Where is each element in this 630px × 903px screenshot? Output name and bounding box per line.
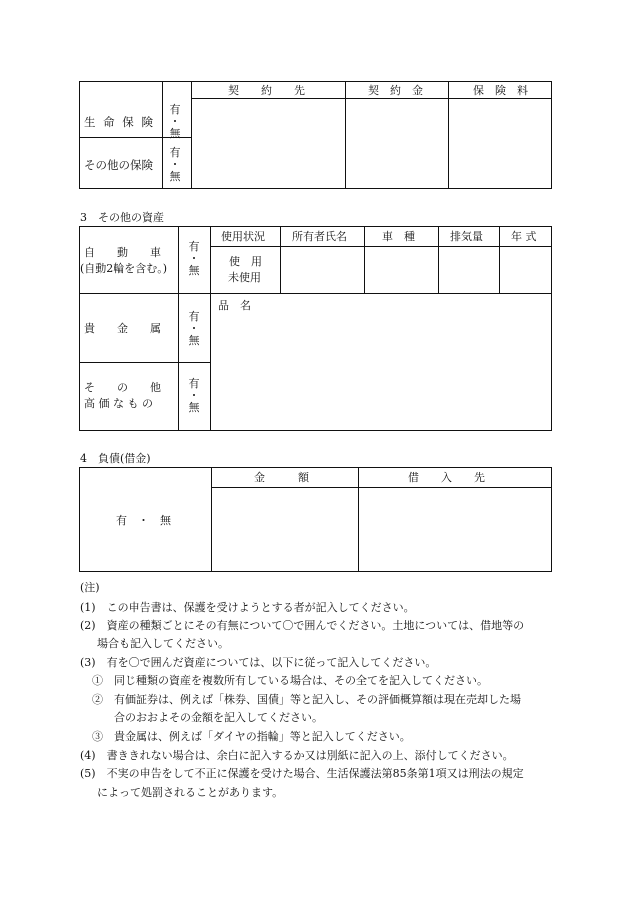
usage-option-not-in-use[interactable]: 未使用 bbox=[228, 271, 261, 284]
life-insurance-yes-no[interactable]: 有 ・ 無 bbox=[169, 103, 181, 140]
note-line: (1) この申告書は、保護を受けようとする者が記入してください。 bbox=[80, 601, 415, 614]
note-line: 合のおおよその金額を記入してください。 bbox=[114, 711, 323, 724]
header-owner-name: 所有者氏名 bbox=[292, 230, 347, 243]
header-car-type: 車 種 bbox=[382, 230, 415, 243]
car-label-note: (自動2輪を含む。) bbox=[80, 262, 168, 275]
note-line: ① 同じ種類の資産を複数所有している場合は、その全てを記入してください。 bbox=[92, 674, 488, 687]
header-usage-status: 使用状況 bbox=[221, 230, 265, 243]
other-valuables-yes-no[interactable]: 有 ・ 無 bbox=[188, 377, 200, 414]
debt-yes-no[interactable]: 有 ・ 無 bbox=[116, 514, 171, 527]
precious-metal-yes-no[interactable]: 有 ・ 無 bbox=[188, 310, 200, 347]
note-line: (2) 資産の種類ごとにその有無について〇で囲んでください。土地については、借地等の bbox=[80, 619, 525, 632]
note-line: ② 有価証券は、例えば「株券、国債」等と記入し、その評価概算額は現在売却した場 bbox=[92, 693, 521, 706]
other-valuables-label: そ の 他 bbox=[84, 381, 161, 394]
note-line: (3) 有を〇で囲んだ資産については、以下に従って記入してください。 bbox=[80, 656, 437, 669]
note-line: によって処罰されることがあります。 bbox=[97, 786, 284, 799]
row-other-insurance-label: その他の保険 bbox=[84, 158, 153, 172]
note-line: 場合も記入してください。 bbox=[97, 637, 229, 650]
header-displacement: 排気量 bbox=[450, 230, 483, 243]
notes-title: (注) bbox=[80, 581, 100, 594]
header-premium: 保 険 料 bbox=[473, 84, 528, 97]
item-name-label: 品 名 bbox=[218, 299, 251, 312]
note-line: ③ 貴金属は、例えば「ダイヤの指輪」等と記入してください。 bbox=[92, 730, 411, 743]
car-label: 自 動 車 bbox=[84, 246, 161, 259]
header-contractor: 契 約 先 bbox=[228, 84, 305, 97]
header-contract-amount: 契 約 金 bbox=[368, 84, 423, 97]
section-other-assets-heading: 3 その他の資産 bbox=[80, 211, 164, 224]
usage-option-in-use[interactable]: 使 用 bbox=[229, 255, 262, 268]
other-insurance-yes-no[interactable]: 有 ・ 無 bbox=[169, 146, 181, 183]
header-lender: 借 入 先 bbox=[408, 471, 485, 484]
row-life-insurance-label: 生 命 保 険 bbox=[84, 115, 155, 129]
note-line: (5) 不実の申告をして不正に保護を受けた場合、生活保護法第85条第1項又は刑法の規定 bbox=[80, 767, 524, 780]
header-model-year: 年 式 bbox=[511, 230, 537, 243]
car-yes-no[interactable]: 有 ・ 無 bbox=[188, 240, 200, 277]
other-valuables-label-2: 高 価 な も の bbox=[84, 397, 153, 410]
header-amount: 金 額 bbox=[254, 471, 309, 484]
note-line: (4) 書ききれない場合は、余白に記入するか又は別紙に記入の上、添付してください。 bbox=[80, 749, 514, 762]
section-debt-heading: 4 負債(借金) bbox=[80, 452, 151, 465]
precious-metal-label: 貴 金 属 bbox=[84, 322, 161, 335]
